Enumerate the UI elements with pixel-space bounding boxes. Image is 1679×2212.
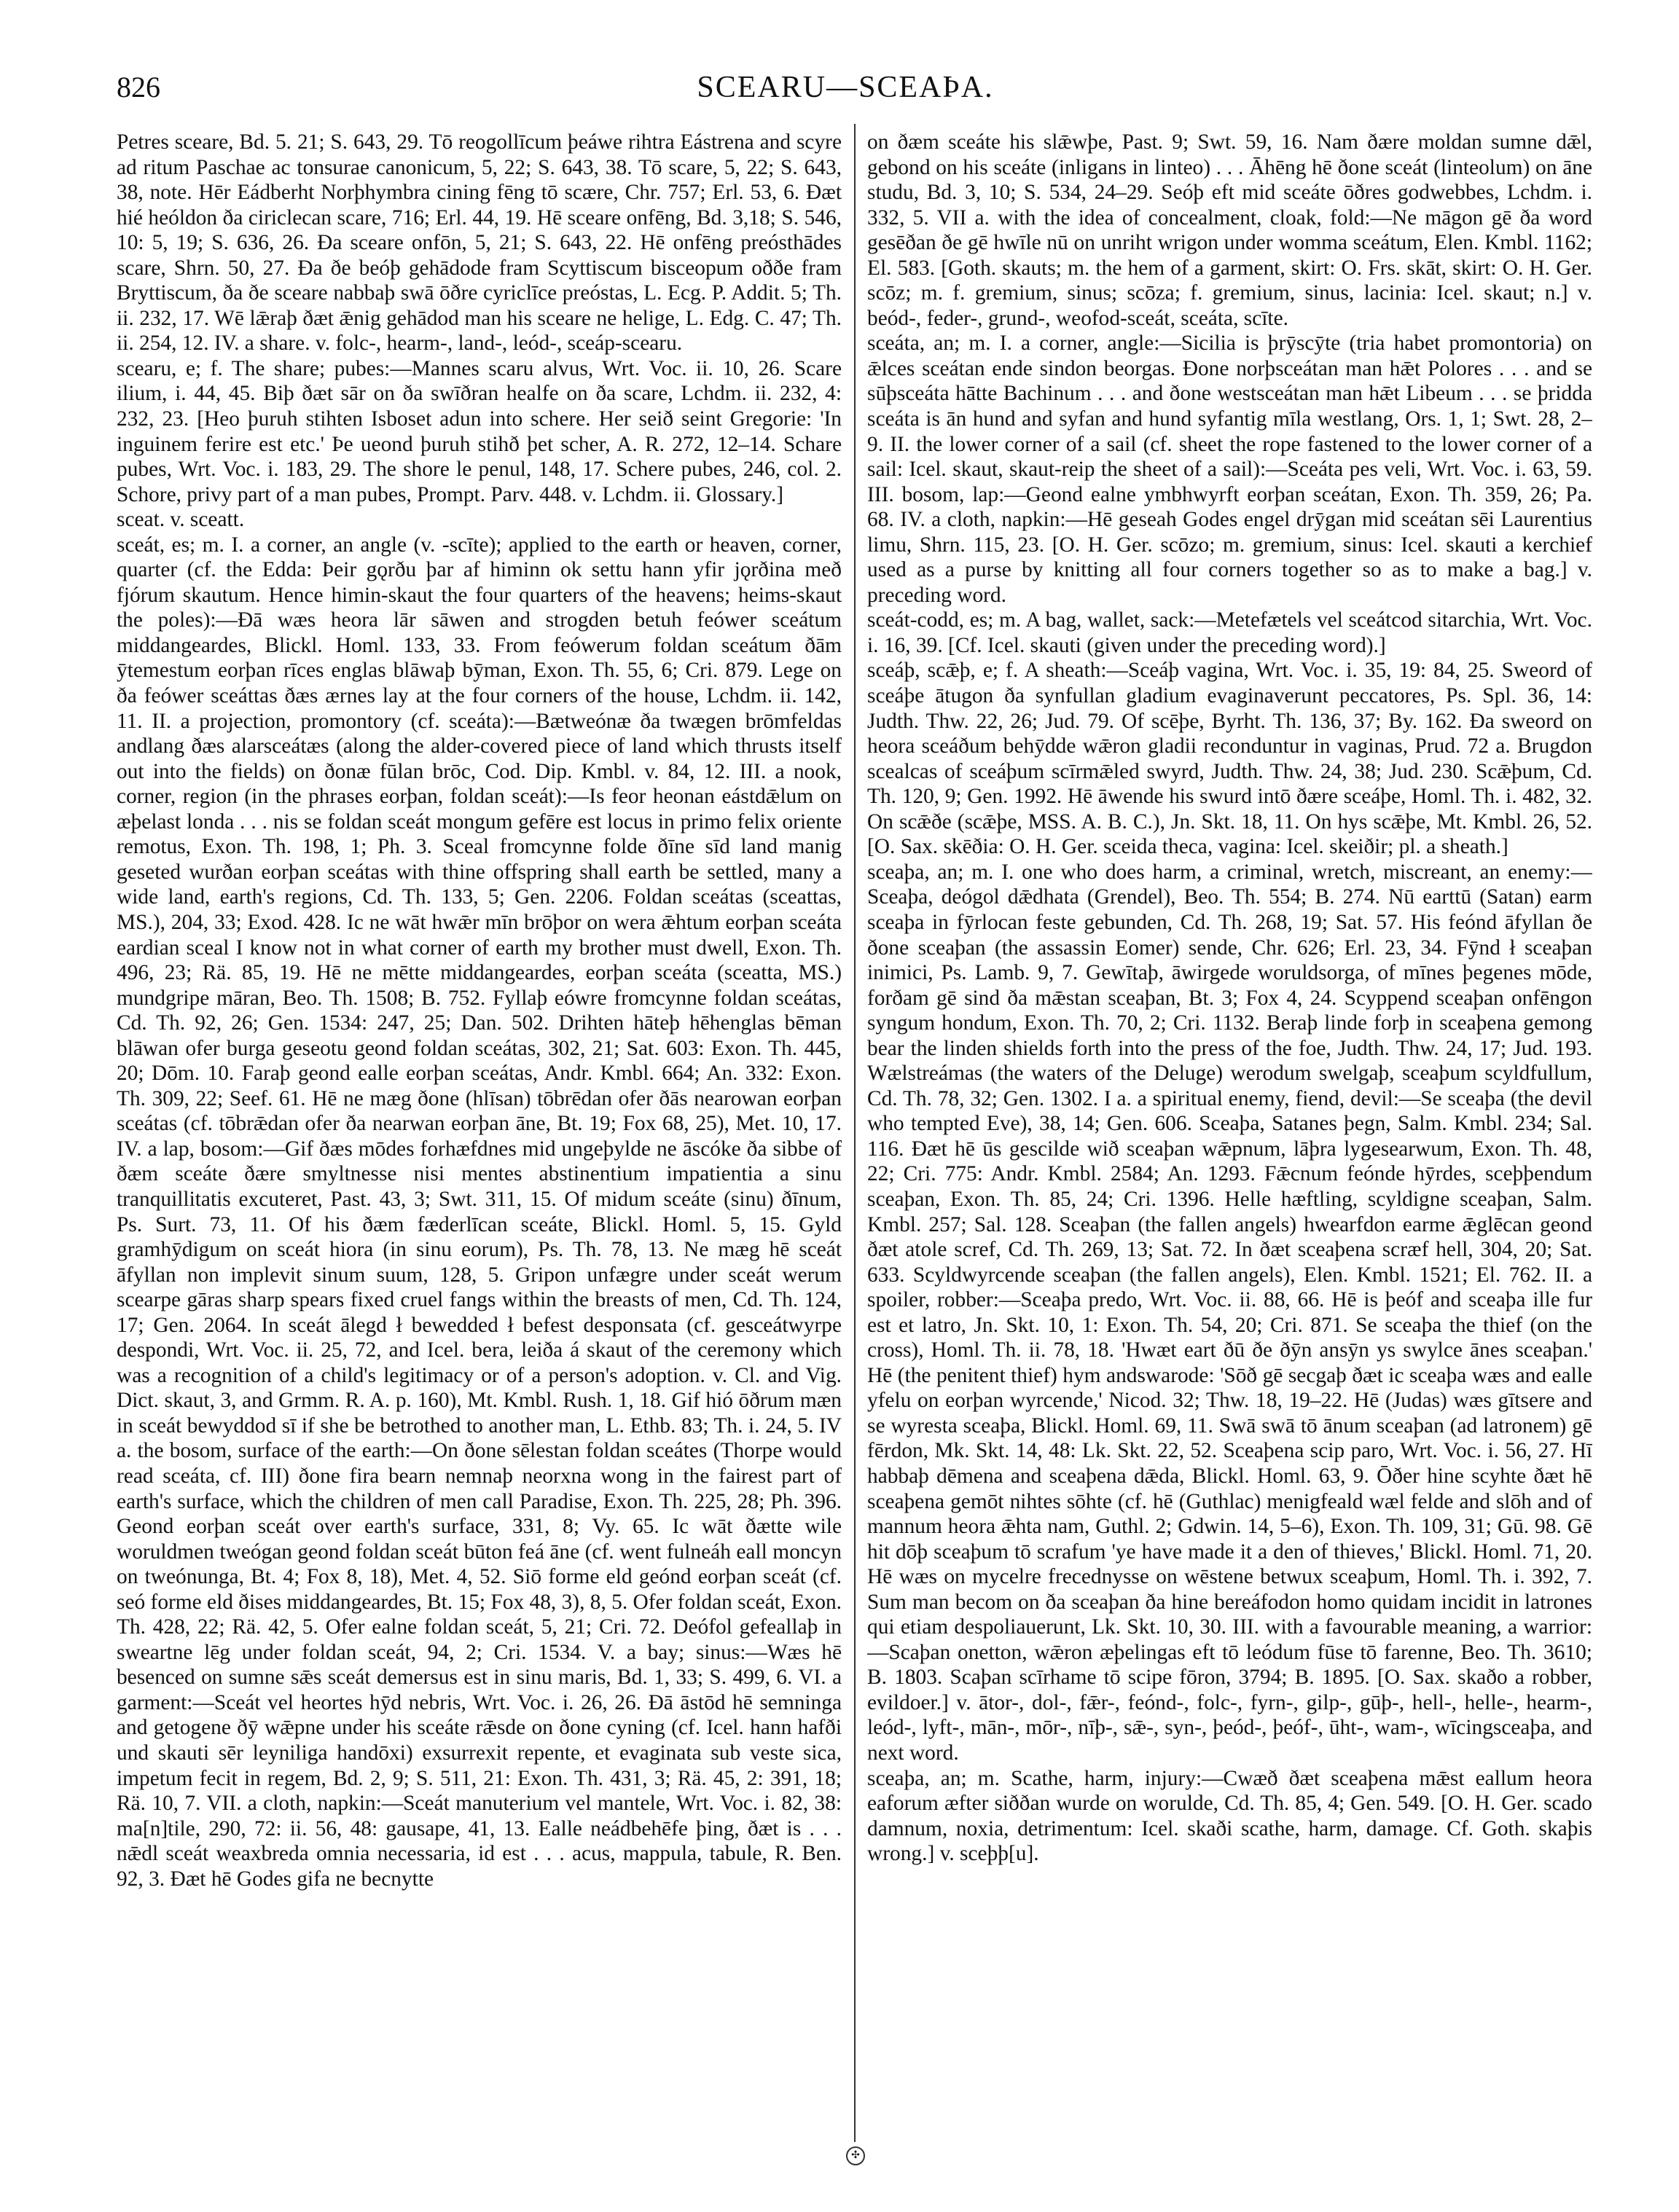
entry-text: sceát, es; m. I. a corner, an angle (v. -scīte); applied to the earth or heaven, corner, quarter (cf. the Edda: Þeir gǫrðu þar af himinn ok settu hann yfir jǫrðina með fjórum skautum. Hence himin-skaut the four quarters of the heavens; heims-skaut the poles):—Ðā wæs heora lār sāwen and strogden betuh feówer sceátum middangeardes, Blickl. Homl. 133, 33. From feówerum foldan sceátum ðām ȳtemestum eorþan rīces englas blāwaþ bȳman, Exon. Th. 55, 6; Cri. 879. Lege on ða feówer sceáttas ðæs ærnes lay at the four corners of the house, Lchdm. ii. 142, 11. II. a projection, promontory (cf. sceáta):—Bætweónæ ða twægen brōmfeldas andlang ðæs alarsceátæs (along the alder-covered piece of land which thrusts itself out into the fields) on ðonæ fūlan brōc, Cod. Dip. Kmbl. v. 84, 12. III. a nook, corner, region (in the phrases eorþan, foldan sceát):—Is feor heonan eástdǣlum on æþelast londa . . . nis se foldan sceát mongum gefēre est locus in primo felix oriente remotus, Exon. Th. 198, 1; Ph. 3. Sceal fromcynne folde ðīne sīd land manig geseted wurðan eorþan sceátas with thine offspring shall earth be settled, many a wide land, earth's regions, Cd. Th. 133, 5; Gen. 2206. Foldan sceátas (sceattas, MS.), 204, 33; Exod. 428. Ic ne wāt hwǣr mīn brōþor on wera ǣhtum eorþan sceáta eardian sceal I know not in what corner of earth my brother must dwell, Exon. Th. 496, 23; Rä. 85, 19. Hē ne mētte middangeardes, eorþan sceáta (sceatta, MS.) mundgripe māran, Beo. Th. 1508; B. 752. Fyllaþ eówre fromcynne foldan sceátas, Cd. Th. 92, 26; Gen. 1534: 247, 25; Dan. 502. Drihten hāteþ hēhenglas bēman blāwan ofer burga geseotu geond foldan sceátas, 302, 21; Sat. 603: Exon. Th. 445, 20; Dōm. 10. Faraþ geond ealle eorþan sceátas, Andr. Kmbl. 664; An. 332: Exon. Th. 309, 22; Seef. 61. Hē ne mæg ðone (hlīsan) tōbrēdan ofer ðās nearowan eorþan sceátas (cf. tōbrǣdan ofer ða nearwan eorþan āne, Bt. 19; Fox 68, 25), Met. 10, 17. IV. a lap, bosom:—Gif ðæs mōdes forhæfdnes mid ungeþylde ne āscóke ða sibbe of ðæm sceáte ðære smyltnesse nisi mentes abstinentium impatientia a sinu tranquillitatis excuteret, Past. 43, 3; Swt. 311, 15. Of midum sceáte (sinu) ðīnum, Ps. Surt. 73, 11. Of his ðæm fæderlīcan sceáte, Blickl. Homl. 5, 15. Gyld gramhȳdigum on sceát hiora (in sinu eorum), Ps. Th. 78, 13. Ne mæg hē sceát āfyllan non implevit sinum suum, 128, 5. Gripon unfægre under sceát werum scearpe gāras sharp spears fixed cruel fangs within the breasts of men, Cd. Th. 124, 17; Gen. 2064. In sceát ālegd ł bewedded ł befest desponsata (cf. gesceátwyrpe despondi, Wrt. Voc. ii. 25, 72, and Icel. bera, leiða á skaut of the ceremony which was a recognition of a child's legitimacy or of a person's adoption. v. Cl. and Vig. Dict. skaut, 3, and Grmm. R. A. p. 160), Mt. Kmbl. Rush. 1, 18. Gif hió ōðrum mæn in sceát bewyddod sī if she be betrothed to another man, L. Ethb. 83; Th. i. 24, 5. IV a. the bosom, surface of the earth:—On ðone sēlestan foldan sceátes (Thorpe would read sceáta, cf. III) ðone fira bearn nemnaþ neorxna wong in the fairest part of earth's surface, which the children of men call Paradise, Exon. Th. 225, 28; Ph. 396. Geond eorþan sceát over earth's surface, 331, 8; Vy. 65. Ic wāt ðætte wile woruldmen tweógan geond foldan sceát būton feá āne (cf. went fulneáh eall moncyn on tweónunga, Bt. 4; Fox 8, 18), Met. 4, 52. Siō forme eld geónd eorþan sceát (cf. seó forme eld ðises middangeardes, Bt. 15; Fox 48, 3), 8, 5. Ofer foldan sceát, Exon. Th. 428, 22; Rä. 42, 5. Ofer ealne foldan sceát, 5, 21; Cri. 72. Deófol gefeallaþ in sweartne lēg under foldan sceát, 94, 2; Cri. 1534. V. a bay; sinus:—Wæs hē besenced on sumne sǣs sceát demersus est in sinu maris, Bd. 1, 33; S. 499, 6. VI. a garment:—Sceát vel heortes hȳd nebris, Wrt. Voc. i. 26, 26. Ðā āstōd hē semninga and getogene ðȳ wǣpne under his sceáte rǣsde on ðone cyning (cf. Icel. hann hafði und skauti sēr leyniliga handōxi) exsurrexit repente, et evaginata sub veste sica, impetum fecit in regem, Bd. 2, 9; S. 511, 21: Exon. Th. 431, 3; Rä. 45, 2: 391, 18; Rä. 10, 7. VII. a cloth, napkin:—Sceát manuterium vel mantele, Wrt. Voc. i. 82, 38: ma[n]tile, 290, 72: ii. 56, 48: gausape, 41, 13. Ealle neádbehēfe þing, ðæt is . . . nǣdl sceát weaxbreda omnia necessaria, id est . . . acus, mappula, tabule, R. Ben. 92, 3. Ðæt hē Godes gifa ne becnytte xyxy=(117,533,842,1891)
ornament-icon: ✣ xyxy=(846,2146,865,2165)
entry-text: Petres sceare, Bd. 5. 21; S. 643, 29. Tō reogollīcum þeáwe rihtra Eástrena and scyre ad ritum Paschae ac tonsurae canonicum, 5, 22; S. 643, 38. Tō scare, 5, 22; S. 643, 38, note. Hēr Eádberht Norþhymbra cining fēng tō scære, Chr. 757; Erl. 53, 6. Ðæt hié heóldon ða ciriclecan scare, 716; Erl. 44, 19. Hē sceare onfēng, Bd. 3,18; S. 546, 10: 5, 19; S. 636, 26. Ða sceare onfōn, 5, 21; S. 643, 22. Hē onfēng preósthādes scare, Shrn. 50, 27. Ða ðe beóþ gehādode fram Scyttiscum bisceopum oððe fram Bryttiscum, ða ðe sceare nabbaþ swā ōðre cyriclīce preóstas, L. Ecg. P. Addit. 5; Th. ii. 232, 17. Wē lǣraþ ðæt ǣnig gehādod man his sceare ne helige, L. Edg. C. 47; Th. ii. 254, 12. IV. a share. v. folc-, hearm-, land-, leód-, sceáp-scearu. xyxy=(117,130,842,356)
column-rule xyxy=(854,124,856,2142)
left-column xyxy=(117,130,842,2170)
page-header xyxy=(117,70,1574,114)
right-column xyxy=(867,130,1592,2170)
entry-text: sceáta, an; m. I. a corner, angle:—Sicilia is þrȳscȳte (tria habet promontoria) on ǣlces sceátan ende sindon beorgas. Ðone norþsceátan man hǣt Polores . . . and se sūþsceáta hātte Bachinum . . . and ðone westsceátan man hǣt Libeum . . . se þridda sceáta is ān hund and syfan and hund syfantig mīla westlang, Ors. 1, 1; Swt. 28, 2–9. II. the lower corner of a sail (cf. sheet the rope fastened to the lower corner of a sail: Icel. skaut, skaut-reip the sheet of a sail):—Sceáta pes veli, Wrt. Voc. i. 63, 59. III. bosom, lap:—Geond ealne ymbhwyrft eorþan sceátan, Exon. Th. 359, 26; Pa. 68. IV. a cloth, napkin:—Hē geseah Godes engel drȳgan mid sceátan sēi Laurentius limu, Shrn. 115, 23. [O. H. Ger. scōzo; m. gremium, sinus: Icel. skauti a kerchief used as a purse by knitting all four corners together so as to make a bag.] v. preceding word. xyxy=(867,332,1592,607)
page-number: 826 xyxy=(117,71,160,103)
entry-text: on ðæm sceáte his slǣwþe, Past. 9; Swt. 59, 16. Nam ðære moldan sumne dǣl, gebond on his sceáte (inligans in linteo) . . . Āhēng hē ðone sceát (linteolum) on āne studu, Bd. 3, 10; S. 534, 24–29. Seóþ eft mid sceáte ōðres godwebbes, Lchdm. i. 332, 5. VII a. with the idea of concealment, cloak, fold:—Ne māgon gē ða word gesēðan ðe gē hwīle nū on unriht wrigon under womma sceátum, Elen. Kmbl. 1162; El. 583. [Goth. skauts; m. the hem of a garment, skirt: O. Frs. skāt, skirt: O. H. Ger. scōz; m. f. gremium, sinus; scōza; f. gremium, sinus, lacinia: Icel. skaut; n.] v. beód-, feder-, grund-, weofod-sceát, sceáta, scīte. xyxy=(867,130,1592,330)
entry-text: sceaþa, an; m. I. one who does harm, a criminal, wretch, miscreant, an enemy:—Sceaþa, deógol dǣdhata (Grendel), Beo. Th. 554; B. 274. Nū earttū (Satan) earm sceaþa in fȳrlocan feste gebunden, Cd. Th. 268, 19; Sat. 57. His feónd āfyllan ðe ðone sceaþan (the assassin Eomer) sende, Chr. 626; Erl. 23, 34. Fȳnd ł sceaþan inimici, Ps. Lamb. 9, 7. Gewītaþ, āwirgede woruldsorga, of mīnes þegenes mōde, forðam gē sind ða mǣstan sceaþan, Bt. 3; Fox 4, 24. Scyppend sceaþan onfēngon syngum hondum, Exon. Th. 70, 2; Cri. 1132. Beraþ linde forþ in sceaþena gemong bear the linden shields forth into the press of the foe, Judth. Thw. 24, 17; Jud. 193. Wælstreámas (the waters of the Deluge) werodum swelgaþ, sceaþum scyldfullum, Cd. Th. 78, 32; Gen. 1302. I a. a spiritual enemy, fiend, devil:—Se sceaþa (the devil who tempted Eve), 38, 14; Gen. 606. Sceaþa, Satanes þegn, Salm. Kmbl. 234; Sal. 116. Ðæt hē ūs gescilde wið sceaþan wǣpnum, lāþra lygesearwum, Exon. Th. 48, 22; Cri. 775: Andr. Kmbl. 2584; An. 1293. Fǣcnum feónde hȳrdes, sceþþendum sceaþan, Exon. Th. 85, 24; Cri. 1396. Helle hæftling, scyldigne sceaþan, Salm. Kmbl. 257; Sal. 128. Sceaþan (the fallen angels) hwearfdon earme ǣglēcan geond ðæt atole scref, Cd. Th. 269, 13; Sat. 72. In ðæt sceaþena scræf hell, 304, 20; Sat. 633. Scyldwyrcende sceaþan (the fallen angels), Elen. Kmbl. 1521; El. 762. II. a spoiler, robber:—Sceaþa predo, Wrt. Voc. ii. 88, 66. Hē is þeóf and sceaþa ille fur est et latro, Jn. Skt. 10, 1: Exon. Th. 54, 20; Cri. 871. Se sceaþa the thief (on the cross), Homl. Th. ii. 78, 18. 'Hwæt eart ðū ðe ðȳn ansȳn ys swylce ānes sceaþan.' Hē (the penitent thief) hym andswarode: 'Sōð gē secgaþ ðæt ic sceaþa wæs and ealle yfelu on eorþan wyrcende,' Nicod. 32; Thw. 18, 19–22. Hē (Judas) wæs gītsere and se wyresta sceaþa, Blickl. Homl. 69, 11. Swā swā tō ānum sceaþan (ad latronem) gē fērdon, Mk. Skt. 14, 48: Lk. Skt. 22, 52. Sceaþena scip paro, Wrt. Voc. i. 56, 27. Hī habbaþ dēmena and sceaþena dǣda, Blickl. Homl. 63, 9. Ōðer hine scyhte ðæt hē sceaþena gemōt nihtes sōhte (cf. hē (Guthlac) menigfeald wæl felde and slōh and of mannum heora ǣhta nam, Guthl. 2; Gdwin. 14, 5–6), Exon. Th. 109, 31; Gū. 98. Gē hit dōþ sceaþum tō scrafum 'ye have made it a den of thieves,' Blickl. Homl. 71, 20. Hē wæs on mycelre frecednysse on wēstene betwux sceaþum, Homl. Th. i. 392, 7. Sum man becom on ða sceaþan ða hine bereáfodon homo quidam incidit in latrones qui etiam despoliauerunt, Lk. Skt. 10, 30. III. with a favourable meaning, a warrior:—Scaþan onetton, wǣron æþelingas eft tō leódum fūse tō farenne, Beo. Th. 3610; B. 1803. Scaþan scīrhame tō scipe fōron, 3794; B. 1895. [O. Sax. skaðo a robber, evildoer.] v. ātor-, dol-, fǣr-, feónd-, folc-, fyrn-, gilp-, gūþ-, hell-, helle-, hearm-, leód-, lyft-, mān-, mōr-, nīþ-, sǣ-, syn-, þeód-, þeóf-, ūht-, wam-, wīcingsceaþa, and next word. xyxy=(867,860,1592,1765)
entry-text: scearu, e; f. The share; pubes:—Mannes scaru alvus, Wrt. Voc. ii. 10, 26. Scare ilium, i. 44, 45. Biþ ðæt sār on ða swīðran healfe on ða scare, Lchdm. ii. 232, 4: 232, 23. [Heo þuruh stihten Isboset adun into schere. Her seið seint Gregorie: 'In inguinem ferire est etc.' Þe ueond þuruh stihð þet scher, A. R. 272, 12–14. Schare pubes, Wrt. Voc. i. 183, 29. The shore le penul, 148, 17. Schere pubes, 246, col. 2. Schore, privy part of a man pubes, Prompt. Parv. 448. v. Lchdm. ii. Glossary.] xyxy=(117,356,842,506)
entry-text: sceáþ, scǣþ, e; f. A sheath:—Sceáþ vagina, Wrt. Voc. i. 35, 19: 84, 25. Sweord of sceáþe ātugon ða synfullan gladium evaginaverunt peccatores, Ps. Spl. 36, 14: Judth. Thw. 22, 26; Jud. 79. Of scēþe, Byrht. Th. 136, 37; By. 162. Ða sweord on heora sceáðum behȳdde wǣron gladii reconduntur in vaginas, Prud. 72 a. Brugdon scealcas of sceáþum scīrmǣled swyrd, Judth. Thw. 24, 38; Jud. 230. Scǣþum, Cd. Th. 120, 9; Gen. 1992. Hē āwende his swurd intō ðære sceáþe, Homl. Th. i. 482, 32. On scǣðe (scǣþe, MSS. A. B. C.), Jn. Skt. 18, 11. On hys scǣþe, Mt. Kmbl. 26, 52. [O. Sax. skēðia: O. H. Ger. sceida theca, vagina: Icel. skeiðir; pl. a sheath.] xyxy=(867,659,1592,859)
entry-text: sceát-codd, es; m. A bag, wallet, sack:—Metefætels vel sceátcod sitarchia, Wrt. Voc. i. 16, 39. [Cf. Icel. skauti (given under the preceding word).] xyxy=(867,608,1592,657)
entry-text: sceat. v. sceatt. xyxy=(117,508,245,532)
running-title: SCEARU—SCEAÞA. xyxy=(697,71,994,104)
entry-text: sceaþa, an; m. Scathe, harm, injury:—Cwæð ðæt sceaþena mǣst eallum heora eaforum æfter siððan wurde on worulde, Cd. Th. 85, 4; Gen. 549. [O. H. Ger. scado damnum, noxia, detrimentum: Icel. skaði scathe, harm, damage. Cf. Goth. skaþis wrong.] v. sceþþ[u]. xyxy=(867,1766,1592,1866)
